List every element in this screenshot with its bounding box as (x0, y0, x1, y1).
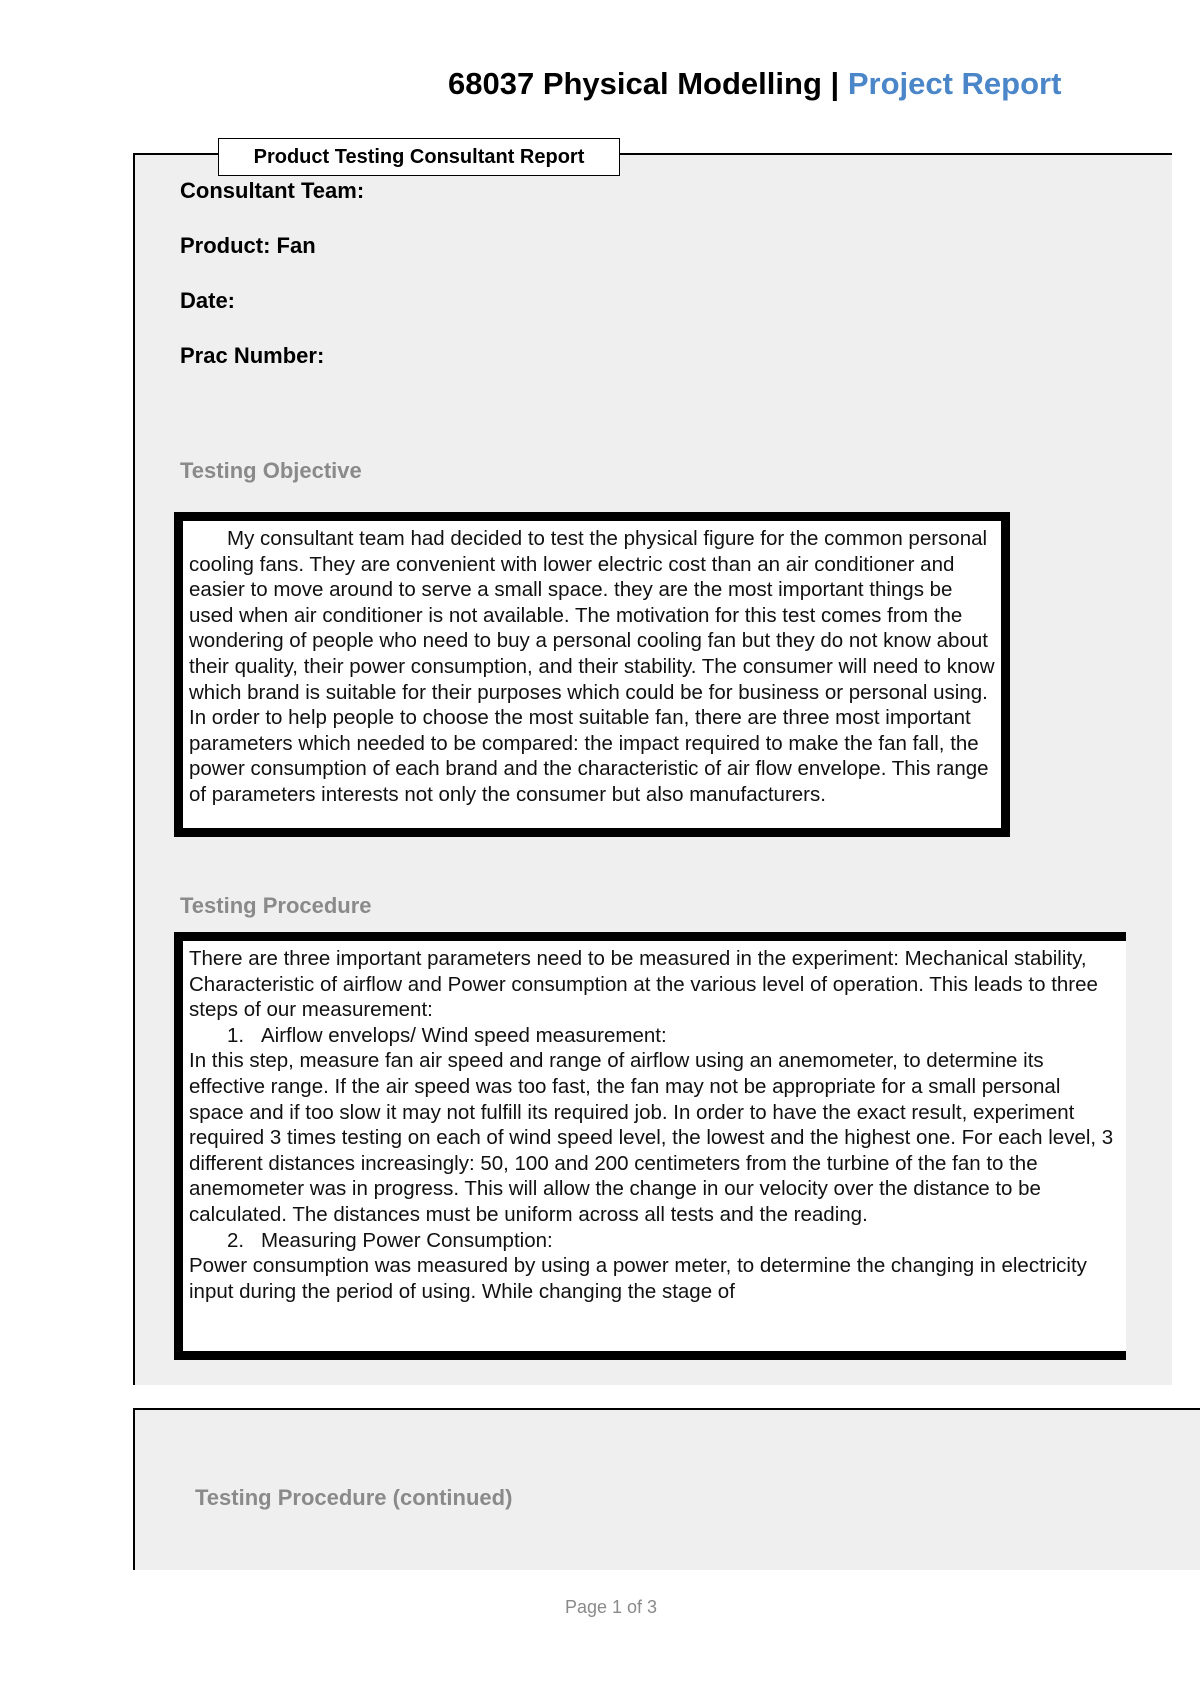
step-1-text: In this step, measure fan air speed and range of airflow using an anemometer, to determine its effective range. If the air speed was too fast, the fan may not be appropriate for a small personal space and if too slow it may not fulfill its required job. In order to have the exact result, experiment required 3 times testing on each of wind speed level, the lowest and the highest one. For each level, 3 different distances increasingly: 50, 100 and 200 centimeters from the turbine of the fan to the anemometer was in progress. This will allow the change in our velocity over the distance to be calculated. The distances must be uniform across all tests and the reading. (189, 1049, 1114, 1226)
objective-heading: Testing Objective (180, 458, 362, 483)
course-title: 68037 Physical Modelling (448, 66, 822, 101)
date-field: Date: (180, 288, 236, 313)
step-2-number: 2. (227, 1228, 245, 1252)
header-section: Project Report (847, 66, 1062, 101)
page-number: Page 1 of 3 (564, 1597, 658, 1617)
objective-textbox (174, 512, 1010, 837)
step-1-number: 1. (227, 1023, 245, 1047)
step-2-text: Power consumption was measured by using a power meter, to determine the changing in electricity input during the period of using. While changing the stage of (189, 1254, 1087, 1303)
report-tab-label: Product Testing Consultant Report (218, 138, 620, 176)
consultant-team-field: Consultant Team: (180, 178, 365, 203)
procedure-textbox (174, 932, 1126, 1360)
procedure-continued-heading: Testing Procedure (continued) (195, 1485, 513, 1510)
procedure-step-2 (189, 1228, 1114, 1254)
step-2-title: Measuring Power Consumption: (261, 1228, 553, 1252)
procedure-step-1 (189, 1023, 1114, 1049)
product-field: Product: Fan (180, 233, 316, 258)
page-header-title (448, 66, 1061, 102)
procedure-heading: Testing Procedure (180, 893, 372, 918)
objective-text: My consultant team had decided to test the physical figure for the common personal cooling fans. They are convenient with lower electric cost than an air conditioner and easier to move around to serve a small space. they are the most important things be used when air conditioner is not available. The motivation for this test comes from the wondering of people who need to buy a personal cooling fan but they do not know about their quality, their power consumption, and their stability. The consumer will need to know which brand is suitable for their purposes which could be for business or personal using. In order to help people to choose the most suitable fan, there are three most important parameters which needed to be compared: the impact required to make the fan fall, the power consumption of each brand and the characteristic of air flow envelope. This range of parameters interests not only the consumer but also manufacturers. (189, 527, 995, 806)
header-separator: | (830, 66, 840, 101)
prac-number-field: Prac Number: (180, 343, 325, 368)
procedure-intro: There are three important parameters need to be measured in the experiment: Mechanical stability, Characteristic of airflow and Power consumption at the various level of operation. This leads to three steps of our measurement: (189, 947, 1098, 1022)
step-1-title: Airflow envelops/ Wind speed measurement: (261, 1023, 667, 1047)
